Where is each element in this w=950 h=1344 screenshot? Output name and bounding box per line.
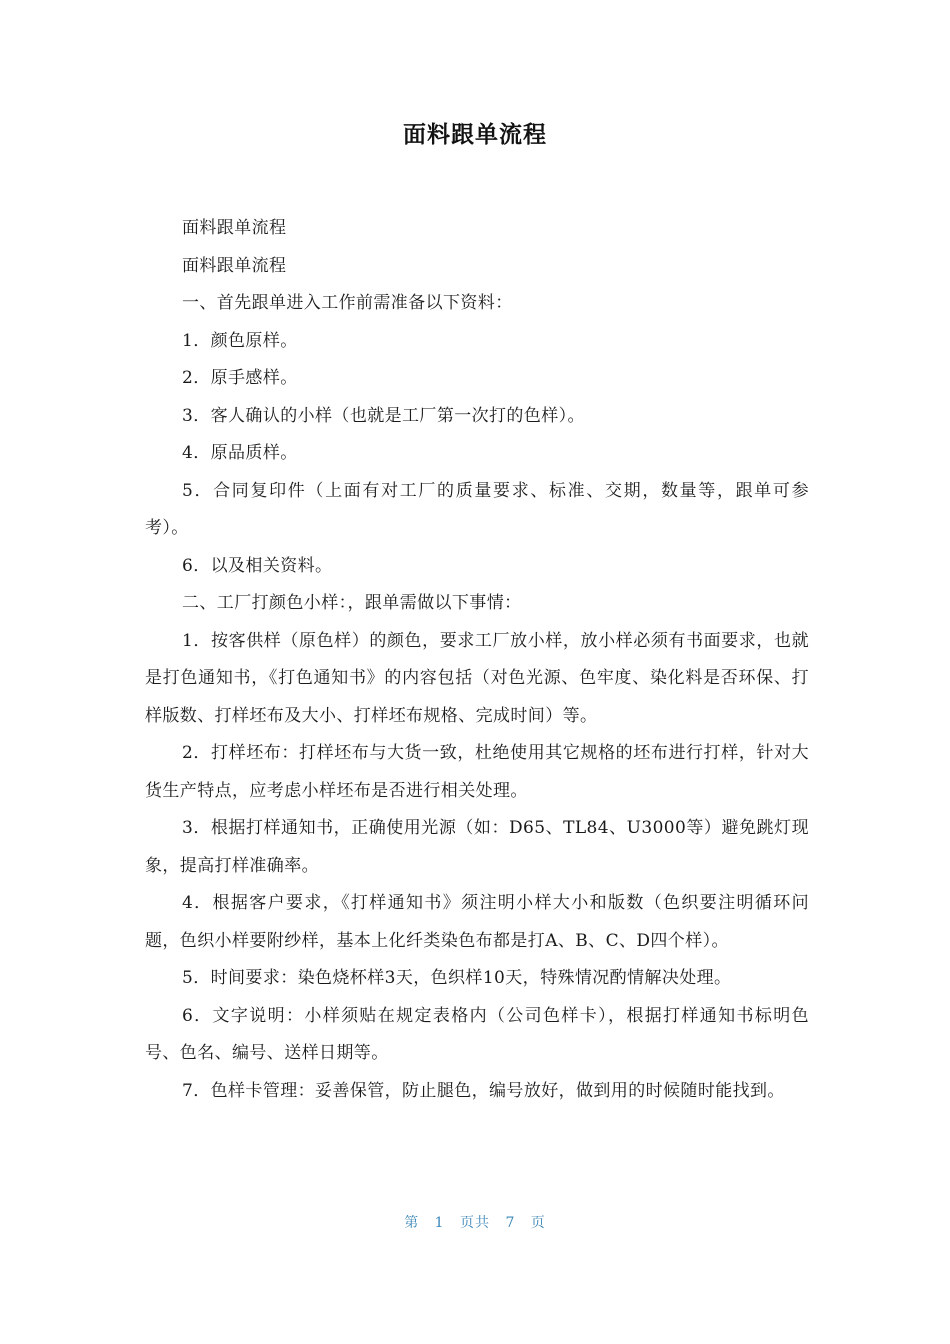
list-item: 7．色样卡管理：妥善保管，防止腿色，编号放好，做到用的时候随时能找到。 bbox=[182, 1080, 785, 1101]
list-item: 3．客人确认的小样（也就是工厂第一次打的色样）。 bbox=[182, 405, 585, 426]
list-item: 4．原品质样。 bbox=[182, 443, 298, 463]
list-item: 4．根据客户要求，《打样通知书》须注明小样大小和版数（色织要注明循环问题，色织小样要附纱样，基本上化纤类染色布都是打A、B、C、D四个样）。 bbox=[145, 893, 809, 951]
list-item: 6．文字说明：小样须贴在规定表格内（公司色样卡），根据打样通知书标明色号、色名、编号、送样日期等。 bbox=[145, 1005, 809, 1063]
paragraph: 面料跟单流程 bbox=[182, 255, 287, 276]
list-item: 3．根据打样通知书，正确使用光源（如：D65、TL84、U3000等）避免跳灯现象，提高打样准确率。 bbox=[145, 818, 809, 876]
section-heading: 一、首先跟单进入工作前需准备以下资料： bbox=[182, 293, 513, 313]
list-item: 5．时间要求：染色烧杯样3天，色织样10天，特殊情况酌情解决处理。 bbox=[182, 968, 732, 988]
list-item: 2．原手感样。 bbox=[182, 368, 298, 388]
paragraph: 面料跟单流程 bbox=[182, 218, 287, 238]
list-item: 1．按客供样（原色样）的颜色，要求工厂放小样，放小样必须有书面要求，也就是打色通知书，《打色通知书》的内容包括（对色光源、色牢度、染化料是否环保、打样版数、打样坯布及大小、打样坯布规格、完成时间）等。 bbox=[145, 630, 809, 726]
list-item: 5．合同复印件（上面有对工厂的质量要求、标准、交期，数量等，跟单可参考）。 bbox=[145, 480, 809, 538]
section-heading: 二、工厂打颜色小样：，跟单需做以下事情： bbox=[182, 593, 522, 613]
page-number-footer: 第 1 页共 7 页 bbox=[404, 1215, 546, 1231]
list-item: 6．以及相关资料。 bbox=[182, 555, 333, 576]
document-title: 面料跟单流程 bbox=[403, 122, 547, 148]
list-item: 1．颜色原样。 bbox=[182, 330, 298, 351]
document-body bbox=[145, 210, 809, 1110]
list-item: 2．打样坯布：打样坯布与大货一致，杜绝使用其它规格的坯布进行打样，针对大货生产特点，应考虑小样坯布是否进行相关处理。 bbox=[145, 743, 809, 801]
